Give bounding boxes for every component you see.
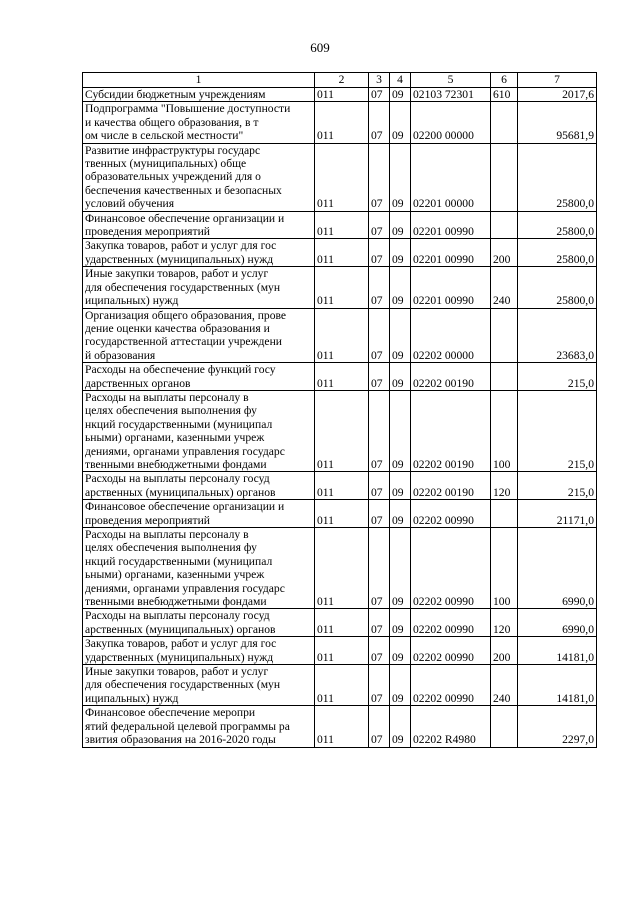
target-article-code: 02200 00000 xyxy=(411,102,491,143)
expense-name-line: арственных (муниципальных) органов xyxy=(85,485,276,499)
table-row xyxy=(83,267,597,308)
subsection-code: 09 xyxy=(390,609,411,637)
expense-name-line: ударственных (муниципальных) нужд xyxy=(85,252,274,266)
column-header: 4 xyxy=(390,73,411,88)
expense-type-code: 610 xyxy=(491,88,518,102)
expense-type-code xyxy=(491,363,518,391)
section-code: 07 xyxy=(369,267,390,308)
expense-name-cell xyxy=(83,706,315,747)
table-row xyxy=(83,472,597,500)
amount: 25800,0 xyxy=(518,143,597,211)
expense-name-line: беспечения качественных и безопасных xyxy=(85,183,282,197)
target-article-code: 02202 00190 xyxy=(411,472,491,500)
expense-name xyxy=(85,239,312,266)
expense-name-line: иципальных) нужд xyxy=(85,691,179,705)
expense-name-line: Развитие инфраструктуры государс xyxy=(85,143,261,157)
expense-name-cell xyxy=(83,267,315,308)
amount: 2297,0 xyxy=(518,706,597,747)
expense-type-code: 200 xyxy=(491,637,518,665)
target-article-code: 02201 00000 xyxy=(411,143,491,211)
expense-name-line: образовательных учреждений для о xyxy=(85,170,261,184)
table-body xyxy=(83,88,597,748)
expense-name-line: целях обеспечения выполнения фу xyxy=(85,404,257,418)
target-article-code: 02202 00990 xyxy=(411,528,491,609)
expense-name-line: Финансовое обеспечение организации и xyxy=(85,500,285,514)
expense-type-code: 100 xyxy=(491,390,518,471)
target-article-code: 02202 00990 xyxy=(411,637,491,665)
column-header: 5 xyxy=(411,73,491,88)
expense-type-code xyxy=(491,211,518,239)
target-article-code: 02103 72301 xyxy=(411,88,491,102)
expense-type-code: 240 xyxy=(491,267,518,308)
expense-name-cell xyxy=(83,500,315,528)
section-code: 07 xyxy=(369,308,390,363)
expense-name-line: твенными внебюджетными фондами xyxy=(85,595,267,609)
section-code: 07 xyxy=(369,390,390,471)
expense-name-line: ьными) органами, казенными учреж xyxy=(85,431,265,445)
expense-name-cell xyxy=(83,102,315,143)
expense-type-code xyxy=(491,308,518,363)
expense-name xyxy=(85,88,312,101)
section-code: 07 xyxy=(369,472,390,500)
ministry-code: 011 xyxy=(315,267,369,308)
expense-name-line: твенными внебюджетными фондами xyxy=(85,457,267,471)
expense-name-cell xyxy=(83,609,315,637)
amount: 23683,0 xyxy=(518,308,597,363)
amount: 14181,0 xyxy=(518,665,597,706)
amount: 215,0 xyxy=(518,390,597,471)
expense-name-cell xyxy=(83,528,315,609)
subsection-code: 09 xyxy=(390,637,411,665)
table-row xyxy=(83,102,597,143)
expense-name-line: Расходы на выплаты персоналу в xyxy=(85,390,249,404)
subsection-code: 09 xyxy=(390,102,411,143)
table-row xyxy=(83,528,597,609)
expense-type-code xyxy=(491,102,518,143)
expense-name-cell xyxy=(83,143,315,211)
section-code: 07 xyxy=(369,363,390,391)
page-number: 609 xyxy=(310,40,330,55)
subsection-code: 09 xyxy=(390,308,411,363)
ministry-code: 011 xyxy=(315,143,369,211)
section-code: 07 xyxy=(369,609,390,637)
table-row xyxy=(83,363,597,391)
table-row xyxy=(83,239,597,267)
target-article-code: 02202 00190 xyxy=(411,390,491,471)
expense-name-line: и качества общего образования, в т xyxy=(85,115,259,129)
ministry-code: 011 xyxy=(315,706,369,747)
amount: 6990,0 xyxy=(518,609,597,637)
expense-name xyxy=(85,500,312,527)
target-article-code: 02201 00990 xyxy=(411,239,491,267)
expense-name-line: дениями, органами управления государс xyxy=(85,444,285,458)
expense-name xyxy=(85,609,312,636)
table-row xyxy=(83,637,597,665)
expense-type-code: 120 xyxy=(491,609,518,637)
expense-name xyxy=(85,391,312,471)
ministry-code: 011 xyxy=(315,637,369,665)
section-code: 07 xyxy=(369,88,390,102)
budget-table xyxy=(82,72,597,748)
amount: 95681,9 xyxy=(518,102,597,143)
expense-name-cell xyxy=(83,88,315,102)
expense-name xyxy=(85,102,312,142)
expense-name xyxy=(85,665,312,705)
expense-name-line: Организация общего образования, прове xyxy=(85,308,287,322)
ministry-code: 011 xyxy=(315,363,369,391)
expense-name-line: нкций государственными (муниципал xyxy=(85,554,273,568)
expense-name-cell xyxy=(83,665,315,706)
expense-name-line: проведения мероприятий xyxy=(85,225,210,239)
expense-name-line: ударственных (муниципальных) нужд xyxy=(85,650,274,664)
section-code: 07 xyxy=(369,665,390,706)
target-article-code: 02202 00990 xyxy=(411,609,491,637)
expense-name-line: дение оценки качества образования и xyxy=(85,321,270,335)
table-row xyxy=(83,211,597,239)
expense-type-code xyxy=(491,143,518,211)
expense-name-line: Расходы на выплаты персоналу в xyxy=(85,528,249,541)
target-article-code: 02201 00990 xyxy=(411,211,491,239)
subsection-code: 09 xyxy=(390,665,411,706)
amount: 25800,0 xyxy=(518,211,597,239)
expense-name xyxy=(85,472,312,499)
expense-name-line: Иные закупки товаров, работ и услуг xyxy=(85,267,269,281)
table-row xyxy=(83,88,597,102)
expense-type-code: 100 xyxy=(491,528,518,609)
expense-name-line: нкций государственными (муниципал xyxy=(85,417,273,431)
section-code: 07 xyxy=(369,102,390,143)
ministry-code: 011 xyxy=(315,308,369,363)
section-code: 07 xyxy=(369,239,390,267)
expense-name-line: условий обучения xyxy=(85,197,175,211)
ministry-code: 011 xyxy=(315,609,369,637)
expense-type-code xyxy=(491,500,518,528)
table-row xyxy=(83,609,597,637)
section-code: 07 xyxy=(369,637,390,665)
expense-name-line: ом числе в сельской местности" xyxy=(85,129,244,143)
amount: 25800,0 xyxy=(518,239,597,267)
amount: 215,0 xyxy=(518,472,597,500)
target-article-code: 02202 R4980 xyxy=(411,706,491,747)
target-article-code: 02202 00990 xyxy=(411,500,491,528)
expense-name-line: проведения мероприятий xyxy=(85,513,210,527)
expense-name xyxy=(85,267,312,307)
expense-name-cell xyxy=(83,211,315,239)
subsection-code: 09 xyxy=(390,363,411,391)
expense-name-cell xyxy=(83,472,315,500)
table-row xyxy=(83,308,597,363)
expense-name-line: Закупка товаров, работ и услуг для гос xyxy=(85,637,277,651)
expense-name-cell xyxy=(83,239,315,267)
subsection-code: 09 xyxy=(390,500,411,528)
section-code: 07 xyxy=(369,706,390,747)
ministry-code: 011 xyxy=(315,239,369,267)
expense-name-line: Иные закупки товаров, работ и услуг xyxy=(85,665,269,679)
expense-name-line: Субсидии бюджетным учреждениям xyxy=(85,88,266,101)
column-header: 6 xyxy=(491,73,518,88)
expense-name-line: для обеспечения государственных (мун xyxy=(85,678,281,692)
column-header: 2 xyxy=(315,73,369,88)
expense-name-line: ьными) органами, казенными учреж xyxy=(85,568,265,582)
expense-name-cell xyxy=(83,363,315,391)
table-row xyxy=(83,665,597,706)
expense-type-code: 120 xyxy=(491,472,518,500)
subsection-code: 09 xyxy=(390,528,411,609)
expense-name-line: твенных (муниципальных) обще xyxy=(85,157,247,171)
expense-name-line: арственных (муниципальных) органов xyxy=(85,622,276,636)
expense-name-line: дениями, органами управления государс xyxy=(85,581,285,595)
expense-name-line: Финансовое обеспечение меропри xyxy=(85,706,256,720)
subsection-code: 09 xyxy=(390,211,411,239)
expense-name xyxy=(85,363,312,390)
amount: 14181,0 xyxy=(518,637,597,665)
expense-name-line: Расходы на выплаты персоналу госуд xyxy=(85,472,270,486)
target-article-code: 02202 00990 xyxy=(411,665,491,706)
expense-name xyxy=(85,144,312,211)
table-row xyxy=(83,143,597,211)
amount: 2017,6 xyxy=(518,88,597,102)
ministry-code: 011 xyxy=(315,472,369,500)
ministry-code: 011 xyxy=(315,102,369,143)
expense-name xyxy=(85,528,312,608)
amount: 6990,0 xyxy=(518,528,597,609)
expense-name-line: государственной аттестации учреждени xyxy=(85,335,282,349)
ministry-code: 011 xyxy=(315,88,369,102)
ministry-code: 011 xyxy=(315,390,369,471)
table-row xyxy=(83,706,597,747)
amount: 215,0 xyxy=(518,363,597,391)
target-article-code: 02202 00000 xyxy=(411,308,491,363)
expense-name xyxy=(85,706,312,746)
expense-name-line: Расходы на обеспечение функций госу xyxy=(85,363,276,377)
expense-name-cell xyxy=(83,637,315,665)
expense-type-code: 240 xyxy=(491,665,518,706)
section-code: 07 xyxy=(369,143,390,211)
subsection-code: 09 xyxy=(390,239,411,267)
column-header: 7 xyxy=(518,73,597,88)
expense-name-cell xyxy=(83,308,315,363)
expense-name-cell xyxy=(83,390,315,471)
target-article-code: 02202 00190 xyxy=(411,363,491,391)
ministry-code: 011 xyxy=(315,211,369,239)
ministry-code: 011 xyxy=(315,528,369,609)
expense-name-line: й образования xyxy=(85,348,156,362)
expense-type-code xyxy=(491,706,518,747)
amount: 21171,0 xyxy=(518,500,597,528)
expense-name-line: Расходы на выплаты персоналу госуд xyxy=(85,609,270,623)
target-article-code: 02201 00990 xyxy=(411,267,491,308)
column-header: 3 xyxy=(369,73,390,88)
table-header-row xyxy=(83,73,597,88)
subsection-code: 09 xyxy=(390,706,411,747)
expense-name-line: Закупка товаров, работ и услуг для гос xyxy=(85,239,277,253)
column-header: 1 xyxy=(83,73,315,88)
expense-name-line: дарственных органов xyxy=(85,376,191,390)
section-code: 07 xyxy=(369,500,390,528)
expense-name xyxy=(85,637,312,664)
expense-name xyxy=(85,309,312,363)
expense-name-line: иципальных) нужд xyxy=(85,294,179,308)
subsection-code: 09 xyxy=(390,143,411,211)
expense-name-line: ятий федеральной целевой программы ра xyxy=(85,719,290,733)
ministry-code: 011 xyxy=(315,500,369,528)
subsection-code: 09 xyxy=(390,267,411,308)
amount: 25800,0 xyxy=(518,267,597,308)
expense-name-line: звития образования на 2016-2020 годы xyxy=(85,733,276,747)
expense-name-line: Подпрограмма "Повышение доступности xyxy=(85,102,291,116)
expense-type-code: 200 xyxy=(491,239,518,267)
table-row xyxy=(83,390,597,471)
subsection-code: 09 xyxy=(390,472,411,500)
expense-name-line: целях обеспечения выполнения фу xyxy=(85,541,257,555)
subsection-code: 09 xyxy=(390,390,411,471)
expense-name xyxy=(85,212,312,239)
expense-name-line: Финансовое обеспечение организации и xyxy=(85,211,285,225)
table-row xyxy=(83,500,597,528)
section-code: 07 xyxy=(369,528,390,609)
ministry-code: 011 xyxy=(315,665,369,706)
subsection-code: 09 xyxy=(390,88,411,102)
expense-name-line: для обеспечения государственных (мун xyxy=(85,280,281,294)
section-code: 07 xyxy=(369,211,390,239)
